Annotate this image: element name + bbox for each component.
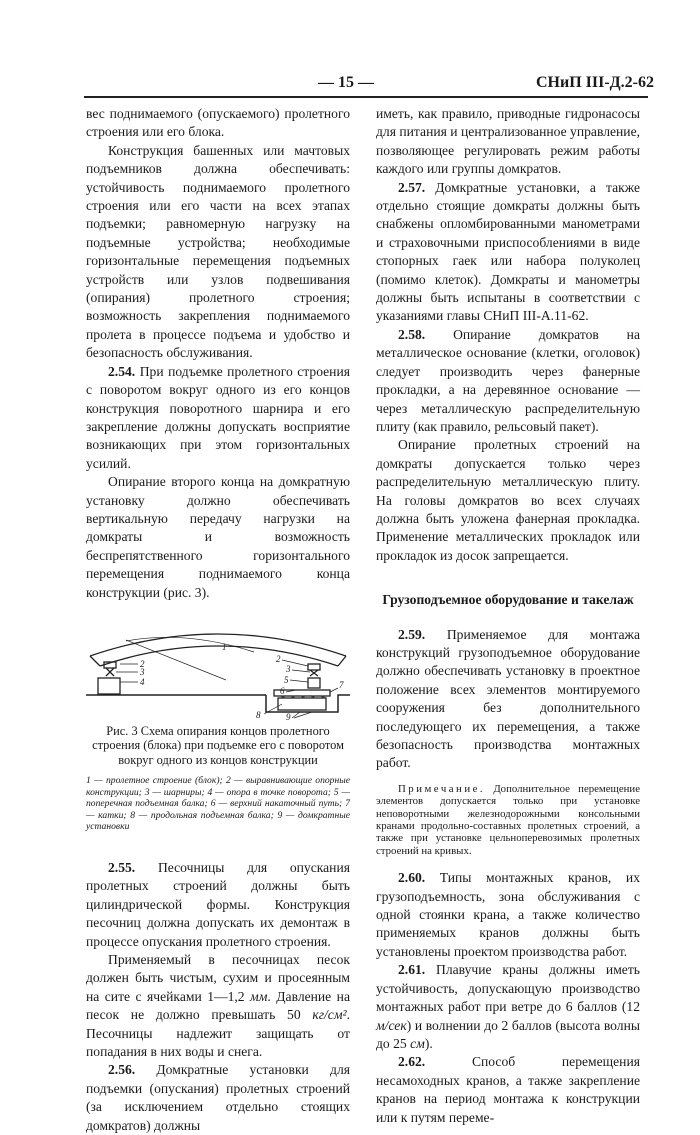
clause-text: Домкратные установки, а также отдельно стоящие домкраты должны быть снабжены опломбированными манометрами и страховочными приспособлениями в виде стопорных гаек или набора полуколец (помимо клеток). Домкраты и манометры должны быть испытаны в соответствии с указаниями главы СНиП III-А.11-62.: [376, 179, 640, 324]
paragraph: Конструкция башенных или мачтовых подъемников должна обеспечивать: устойчивость поднимаемого пролетного строения или его части на всех этапах подъемки; равномерную нагрузку на подъемные устройства; необходимые горизонтальные перемещения подъемных устройств или узлов подвешивания (опирания) пролетного строения; возможность закрепления поднимаемого пролета в процессе подъема и удобство и безопасность обслуживания.: [86, 142, 350, 361]
paragraph-2-61: [376, 961, 640, 1053]
figure-label: 9: [286, 711, 291, 720]
section-heading: Грузоподъемное оборудование и такелаж: [382, 592, 634, 608]
figure-label: 5: [284, 674, 289, 685]
left-column: [86, 105, 350, 1135]
page-number: — 15 —: [318, 74, 374, 91]
header-rule: [84, 96, 648, 98]
text: ).: [424, 1035, 433, 1051]
clause-number: 2.58.: [398, 326, 426, 342]
clause-text: Песочницы для опускания пролетных строений должны быть цилиндрической формы. Конструкция песочниц должна допускать их демонтаж в процессе опускания пролетного строения.: [86, 859, 350, 949]
clause-number: 2.55.: [108, 859, 136, 875]
document-code: СНиП III-Д.2-62: [536, 74, 655, 91]
figure-label: 1: [222, 641, 227, 652]
clause-text: Домкратные установки для подъемки (опускания) пролетных строений (за исключением отдельно стоящих домкратов) должны: [86, 1062, 350, 1133]
note: [376, 783, 640, 857]
unit: см: [410, 1035, 425, 1051]
clause-number: 2.62.: [398, 1054, 426, 1070]
figure-label: 2: [276, 653, 281, 664]
note-label: Примечание.: [398, 782, 486, 795]
right-column: [376, 105, 640, 1127]
paragraph-2-56: [86, 1061, 350, 1135]
unit: кг/см²: [312, 1007, 347, 1023]
paragraph-2-57: [376, 179, 640, 326]
clause-text: Способ перемещения несамоходных кранов, а также закрепление кранов на период монтажа к конструкции или к путям переме-: [376, 1054, 640, 1125]
figure-label: 7: [339, 679, 344, 690]
transverse-beam: [308, 678, 320, 688]
arch-top: [90, 634, 346, 656]
paragraph: иметь, как правило, приводные гидронасосы для питания и централизованное управление, позволяющее регулировать режим работы каждого или группы домкратов.: [376, 106, 640, 177]
figure-label: 3: [140, 666, 145, 677]
text: . Песочницы надлежит защищать от попадания в них воды и снега.: [86, 1007, 350, 1060]
figure-legend: 1 — пролетное строение (блок); 2 — выравнивающие опорные конструкции; 3 — шарниры; 4 — опора в точке поворота; 5 — поперечная подъемная балка; 6 — верхний накаточный путь; 7 — катки; 8 — продольная подъемная балка; 9 — домкратные установки: [86, 775, 350, 833]
clause-number: 2.54.: [108, 363, 136, 379]
clause-number: 2.61.: [398, 962, 426, 978]
clause-text: Опирание домкратов на металлическое основание (клетки, оголовок) следует производить через фанерные прокладки, а на деревянное основание — через металлическую распределительную плиту (как правило, рельсовый пакет).: [376, 326, 640, 434]
text: . Давление на песок не должно превышать 50: [86, 988, 350, 1023]
figure-label: 6: [280, 685, 285, 696]
paragraph-2-58: [376, 326, 640, 436]
paragraph-2-62: [376, 1053, 640, 1127]
longitudinal-beam: [278, 698, 326, 710]
hinge-right: [310, 670, 318, 676]
hinge-left: [106, 668, 114, 676]
text: ) и волнении до 2 баллов (высота волны до 25: [376, 1017, 640, 1051]
clause-number: 2.59.: [398, 626, 426, 642]
unit: мм: [250, 988, 268, 1004]
paragraph-2-59: [376, 626, 640, 773]
clause-text: Типы монтажных кранов, их грузоподъемность, зона обслуживания с одной стоянки крана, а также количество применяемых кранов должны быть установлены проектом производства работ.: [376, 870, 640, 959]
figure-3-diagram: [86, 620, 350, 720]
clause-text: При подъемке пролетного строения с поворотом вокруг одного из его концов конструкция поворотного шарнира и его закрепление должны допускать восприятие возникающих при этом горизонтальных усилий.: [86, 363, 350, 471]
paragraph: Опирание второго конца на домкратную установку должно обеспечивать вертикальную передачу нагрузки на домкраты и возможность беспрепятственного горизонтального перемещения поднимаемого конца конструкции (рис. 3).: [86, 474, 350, 600]
note-text: Дополнительное перемещение элементов допускается только при установке неповоротными железнодорожными консольными кранами продольно-составных пролетных строений, а также при установке цельноперевозимых пролетных строений на кривых.: [376, 782, 641, 857]
figure-label: 4: [140, 676, 145, 687]
levelling-support-right: [308, 664, 320, 670]
clause-number: 2.57.: [398, 179, 426, 195]
paragraph-2-60: [376, 869, 640, 961]
paragraph-2-54: [86, 363, 350, 473]
paragraph: Опирание пролетных строений на домкраты допускается только через распределительную металлическую плиту. На головы домкратов во всех случаях должна быть уложена фанерная прокладка. Применение металлических прокладок или прокладок из досок запрещается.: [376, 437, 640, 563]
figure-label: 8: [256, 709, 261, 720]
unit: м/сек: [376, 1017, 407, 1033]
arch-bottom: [100, 646, 338, 666]
figure-caption: Рис. 3 Схема опирания концов пролетного строения (блока) при подъемке его с поворотом вокруг одного из концов конструкции: [92, 723, 344, 767]
text: Плавучие краны должны иметь устойчивость, допускающую производство монтажных работ при ветре до 6 баллов (12: [376, 962, 640, 1015]
paragraph-2-55: [86, 859, 350, 951]
clause-number: 2.60.: [398, 870, 426, 886]
figure-label: 3: [286, 663, 291, 674]
text: Применяемый в песочницах песок должен быть чистым, сухим и просеянным на сите с ячейками 1—1,2: [86, 952, 350, 1004]
paragraph: вес поднимаемого (опускаемого) пролетного строения или его блока.: [86, 106, 350, 140]
figure-label: 2: [140, 658, 145, 669]
paragraph: [86, 951, 350, 1061]
pivot-support: [98, 678, 120, 694]
clause-text: Применяемое для монтажа конструкций грузоподъемное оборудование должно обеспечивать установку в проектное положение всех элементов монтируемого сооружения без дополнительного последующего их перемещения, а также безопасность производства монтажных работ.: [376, 626, 640, 771]
clause-number: 2.56.: [108, 1062, 136, 1078]
